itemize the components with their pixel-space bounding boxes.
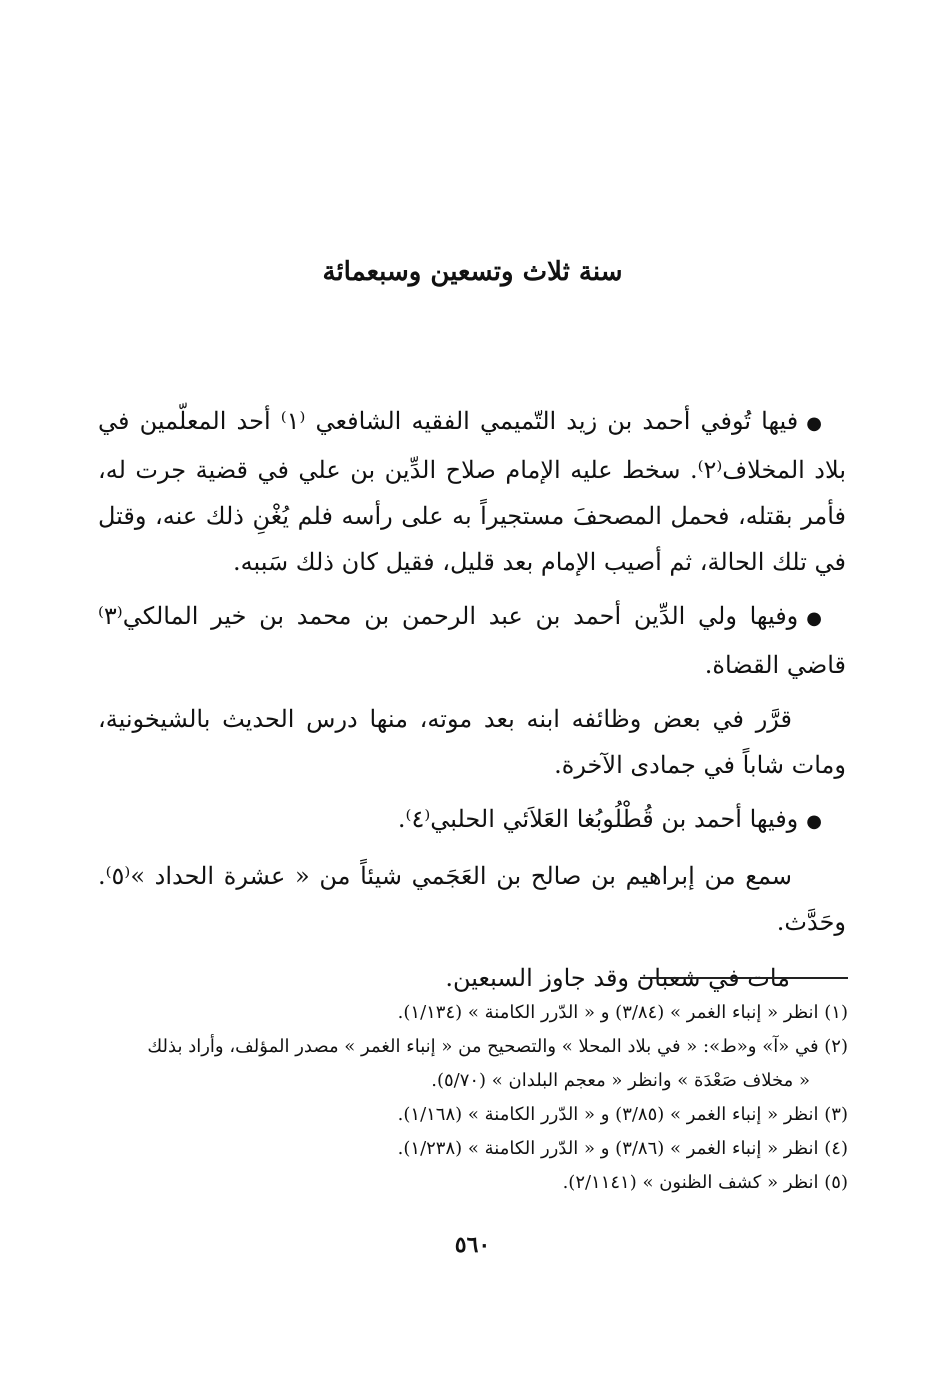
paragraph [98,796,846,845]
chapter-title: سنة ثلاث وتسعين وسبعمائة [322,257,623,287]
bullet-icon: ● [806,608,822,629]
paragraph: مات في شعبان وقد جاوز السبعين. [445,964,790,992]
footnote: (٥) انظر « كشف الظنون » (٢/١١٤١). [562,1172,848,1193]
page-number: ٥٦٠ [454,1232,491,1258]
paragraph-text: فيها تُوفي أحمد بن زيد التّميمي الفقيه الشافعي ⁽١⁾ أحد المعلّمين في بلاد المخلاف⁽٢⁾. سخط عليه الإمام صلاح الدِّين بن علي في قضية جرت له، فأمر بقتله، فحمل المصحفَ مستجيراً به على رأسه فلم يُغْنِ ذلك عنه، وقتل في تلك الحالة، ثم أصيب الإمام بعد قليل، فقيل كان ذلك سَببه. [98,407,846,576]
footnote-divider [640,977,848,979]
paragraph [98,398,846,585]
footnote-continuation: « مخلاف صَعْدَة » وانظر « معجم البلدان » (٥/٧٠). [431,1070,810,1091]
bullet-icon: ● [806,413,822,434]
main-text [98,398,846,1009]
footnote: (٣) انظر « إنباء الغمر » (٣/٨٥) و « الدّرر الكامنة » (١/١٦٨). [397,1104,848,1125]
paragraph-text: وفيها ولي الدِّين أحمد بن عبد الرحمن بن محمد بن خير المالكي⁽٣⁾ قاضي القضاة. [98,602,846,679]
footnote: (٤) انظر « إنباء الغمر » (٣/٨٦) و « الدّرر الكامنة » (١/٢٣٨). [397,1138,848,1159]
footnotes [98,996,848,1200]
footnote: (٢) في «آ» و«ط»: « في بلاد المحلا » والتصحيح من « إنباء الغمر » مصدر المؤلف، وأراد بذلك [147,1036,848,1057]
paragraph [98,593,846,688]
footnote: (١) انظر « إنباء الغمر » (٣/٨٤) و « الدّرر الكامنة » (١/١٣٤). [397,1002,848,1023]
bullet-icon: ● [806,811,822,832]
paragraph: قرَّر في بعض وظائفه ابنه بعد موته، منها درس الحديث بالشيخونية، ومات شاباً في جمادى الآخرة. [98,705,846,779]
paragraph-text: وفيها أحمد بن قُطْلُوبُغا العَلاَئي الحلبي⁽٤⁾. [397,805,799,833]
paragraph: سمع من إبراهيم بن صالح بن العَجَمي شيئاً من « عشرة الحداد »⁽٥⁾. وحَدَّث. [98,862,846,936]
